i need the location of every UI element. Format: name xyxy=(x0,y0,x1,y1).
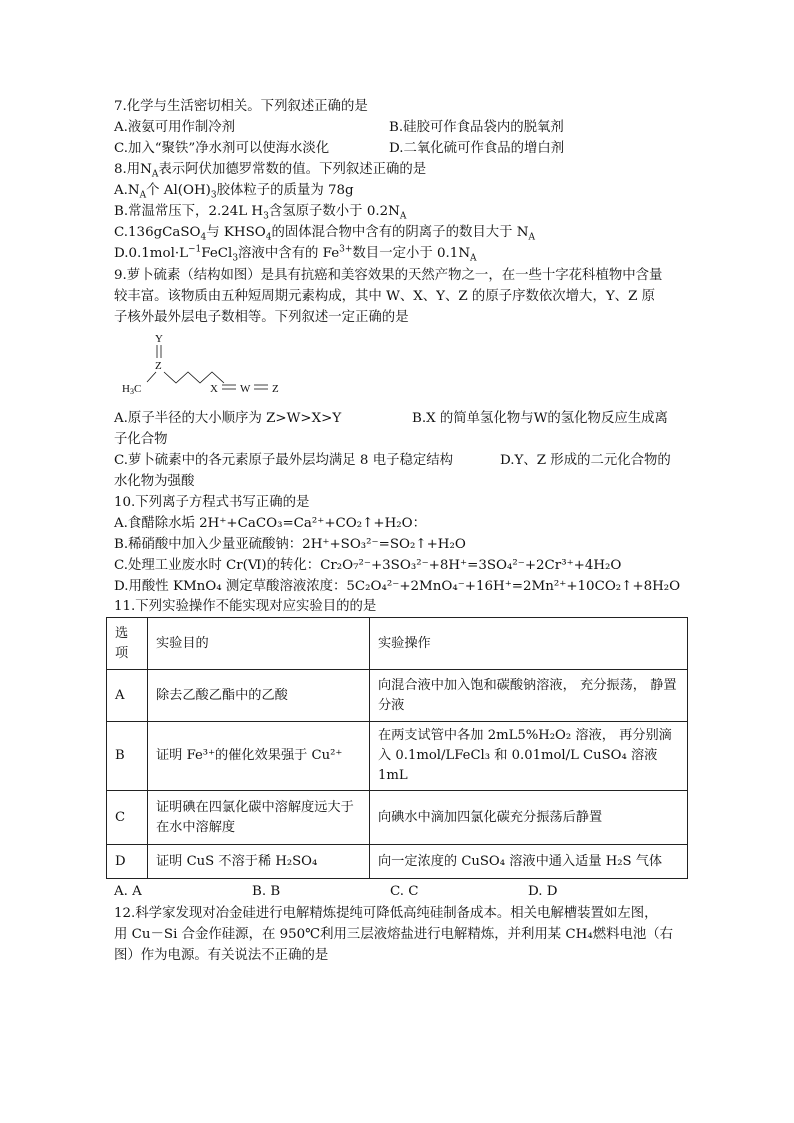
mol-atom-x: X xyxy=(210,383,218,395)
row-purpose: 除去乙酸乙酯中的乙酸 xyxy=(148,670,370,722)
row-operation: 向混合液中加入饱和碳酸钠溶液， 充分振荡， 静置分液 xyxy=(370,670,688,722)
q7-option-d: D.二氧化硫可作食品的增白剂 xyxy=(389,141,565,156)
table-row xyxy=(107,791,688,845)
q10-option-d: D.用酸性 KMnO₄ 测定草酸溶液浓度：5C₂O₄²⁻+2MnO₄⁻+16H⁺=2Mn²⁺+10CO₂↑+8H₂O xyxy=(114,579,681,594)
row-option: C xyxy=(107,791,148,845)
q9-option-c: C.萝卜硫素中的各元素原子最外层均满足 8 电子稳定结构 xyxy=(114,453,454,468)
mol-atom-z2: Z xyxy=(272,383,279,395)
mol-group-h3c: H3C xyxy=(122,383,142,396)
q9-option-d: D.Y、Z 形成的二元化合物的 xyxy=(500,453,671,468)
q11-answer-b: B. B xyxy=(252,884,281,899)
header-operation: 实验操作 xyxy=(370,618,688,670)
q11-answer-d: D. D xyxy=(528,884,558,899)
experiment-table xyxy=(106,617,688,879)
q12-stem-line1: 12.科学家发现对冶金硅进行电解精炼提纯可降低高纯硅制备成本。相关电解槽装置如左图， xyxy=(114,906,658,921)
row-operation: 在两支试管中各加 2mL5%H₂O₂ 溶液， 再分别滴入 0.1mol/LFeCl₃ 和 0.01mol/L CuSO₄ 溶液 1mL xyxy=(370,722,688,791)
q7-stem: 7.化学与生活密切相关。下列叙述正确的是 xyxy=(114,99,368,114)
mol-atom-z1: Z xyxy=(155,360,162,372)
q12-stem-line3: 图）作为电源。有关说法不正确的是 xyxy=(114,948,329,963)
q10-option-a: A.食醋除水垢 2H⁺+CaCO₃=Ca²⁺+CO₂↑+H₂O： xyxy=(114,516,426,531)
q10-stem: 10.下列离子方程式书写正确的是 xyxy=(114,495,310,510)
q9-option-d-cont: 水化物为强酸 xyxy=(114,474,195,489)
q9-stem-line3: 子核外最外层电子数相等。下列叙述一定正确的是 xyxy=(114,310,409,325)
q11-answer-c: C. C xyxy=(390,884,419,899)
row-operation: 向一定浓度的 CuSO₄ 溶液中通入适量 H₂S 气体 xyxy=(370,845,688,879)
q9-stem-line1: 9.萝卜硫素（结构如图）是具有抗癌和美容效果的天然产物之一，在一些十字花科植物中含量 xyxy=(114,268,663,283)
q9-stem-line2: 较丰富。该物质由五种短周期元素构成，其中 W、X、Y、Z 的原子序数依次增大，Y、Z 原 xyxy=(114,289,656,304)
q7-option-c: C.加入“聚铁”净水剂可以使海水淡化 xyxy=(114,141,330,156)
table-header-row xyxy=(107,618,688,670)
table-row xyxy=(107,722,688,791)
q9-option-a: A.原子半径的大小顺序为 Z>W>X>Y xyxy=(114,411,342,426)
row-option: B xyxy=(107,722,148,791)
table-row xyxy=(107,845,688,879)
mol-atom-w: W xyxy=(240,383,251,395)
q10-option-c: C.处理工业废水时 Cr(Ⅵ)的转化：Cr₂O₇²⁻+3SO₃²⁻+8H⁺=3SO₄²⁻+2Cr³⁺+4H₂O xyxy=(114,558,622,573)
q7-option-b: B.硅胶可作食品袋内的脱氧剂 xyxy=(389,120,564,135)
row-option: A xyxy=(107,670,148,722)
row-purpose: 证明碘在四氯化碳中溶解度远大于在水中溶解度 xyxy=(148,791,370,845)
q8-option-b: B.常温常压下，2.24L $H_3$含氢原子数小于 $0.2N_A$ xyxy=(114,204,407,222)
row-purpose: 证明 CuS 不溶于稀 H₂SO₄ xyxy=(148,845,370,879)
q9-option-b-cont: 子化合物 xyxy=(114,432,168,447)
q11-answer-a: A. A xyxy=(114,884,142,899)
mol-atom-y: Y xyxy=(155,333,163,345)
row-purpose: 证明 Fe³⁺的催化效果强于 Cu²⁺ xyxy=(148,722,370,791)
q8-option-c: C.136gCaSO$_4$与 $KHSO_4$的固体混合物中含有的阴离子的数目大于 $N_A$ xyxy=(114,225,536,243)
header-purpose: 实验目的 xyxy=(148,618,370,670)
q8-stem: 8.用$N_A$表示阿伏加德罗常数的值。下列叙述正确的是 xyxy=(114,162,427,180)
q10-option-b: B.稀硝酸中加入少量亚硫酸钠：2H⁺+SO₃²⁻=SO₂↑+H₂O xyxy=(114,537,466,552)
q11-stem: 11.下列实验操作不能实现对应实验目的的是 xyxy=(114,599,377,614)
header-option: 选项 xyxy=(107,618,148,670)
q8-option-d: $D.0.1mol\cdot L^{-1}FeCl_3$溶液中含有的 $Fe^{3+}$数目一定小于 $0.1N_A$ xyxy=(114,244,477,264)
q9-option-b: B.X 的简单氢化物与W的氢化物反应生成离 xyxy=(412,411,668,426)
row-operation: 向碘水中滴加四氯化碳充分振荡后静置 xyxy=(370,791,688,845)
sulforaphane-structure xyxy=(114,328,304,398)
q12-stem-line2: 用 Cu－Si 合金作硅源，在 950℃利用三层液熔盐进行电解精炼，并利用某 CH₄燃料电池（右 xyxy=(114,927,674,942)
table-row xyxy=(107,670,688,722)
row-option: D xyxy=(107,845,148,879)
q7-option-a: A.液氨可用作制冷剂 xyxy=(114,120,236,135)
q8-option-a: $A.N_A$个 $Al(OH)_3$胶体粒子的质量为 78g xyxy=(114,183,354,201)
